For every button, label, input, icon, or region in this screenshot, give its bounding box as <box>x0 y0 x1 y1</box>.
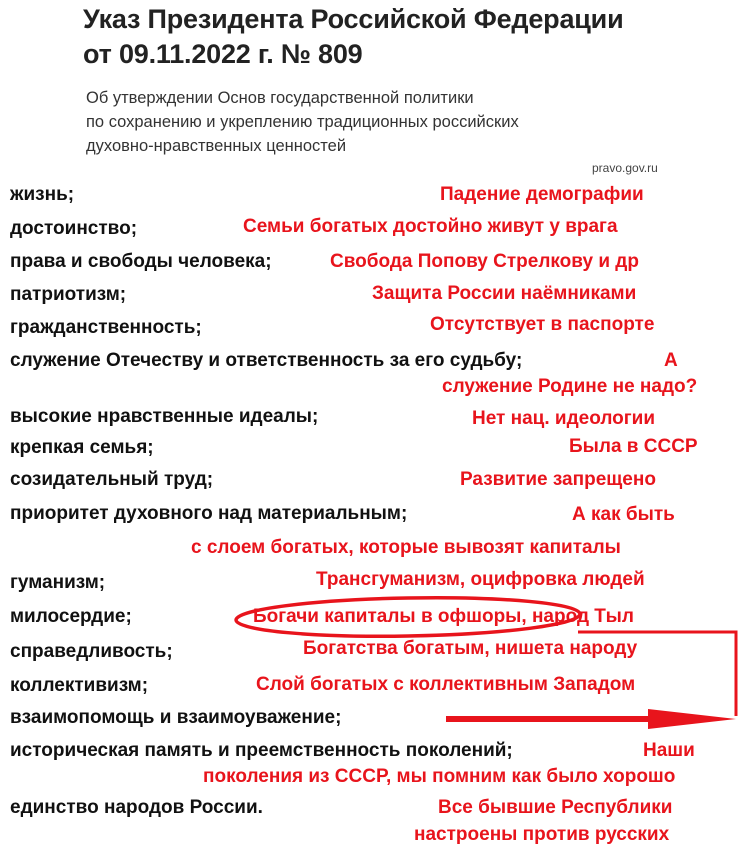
value-item: коллективизм; <box>10 675 149 696</box>
value-item: приоритет духовного над материальным; <box>10 503 408 524</box>
annotation: Свобода Попову Стрелкову и др <box>330 251 639 272</box>
annotation: Защита России наёмниками <box>372 283 637 304</box>
arrow-head-icon <box>648 709 736 729</box>
document-subtitle <box>86 86 646 158</box>
value-item: гражданственность; <box>10 317 202 338</box>
value-item: патриотизм; <box>10 284 127 305</box>
annotation: служение Родине не надо? <box>442 376 698 397</box>
annotation: Богачи капиталы в офшоры, народ Тыл <box>253 606 634 627</box>
value-item: жизнь; <box>10 184 75 205</box>
source-label: pravo.gov.ru <box>592 161 658 175</box>
value-item: милосердие; <box>10 606 132 627</box>
value-item: права и свободы человека; <box>10 251 272 272</box>
value-item: единство народов России. <box>10 797 263 818</box>
title-line: Указ Президента Российской Федерации <box>83 4 624 34</box>
annotation: Нет нац. идеологии <box>472 408 656 429</box>
value-item: гуманизм; <box>10 572 106 593</box>
annotation: Семьи богатых достойно живут у врага <box>243 216 618 237</box>
annotation: Падение демографии <box>440 184 644 205</box>
annotation: Слой богатых с коллективным Западом <box>256 674 636 695</box>
title-line: от 09.11.2022 г. № 809 <box>83 39 363 69</box>
value-item: взаимопомощь и взаимоуважение; <box>10 707 342 728</box>
subtitle-line: Об утверждении Основ государственной политики <box>86 89 474 107</box>
value-item: достоинство; <box>10 218 138 239</box>
value-item: служение Отечеству и ответственность за его судьбу; <box>10 350 523 371</box>
annotation: Все бывшие Республики <box>438 797 673 818</box>
value-item: крепкая семья; <box>10 437 154 458</box>
annotation: поколения из СССР, мы помним как было хорошо <box>203 766 676 787</box>
annotation: Развитие запрещено <box>460 469 656 490</box>
annotation: Была в СССР <box>569 436 698 457</box>
annotation: Богатства богатым, нишета народу <box>303 638 638 659</box>
value-item: высокие нравственные идеалы; <box>10 406 319 427</box>
annotation: с слоем богатых, которые вывозят капиталы <box>191 537 621 558</box>
annotation: Трансгуманизм, оцифровка людей <box>316 569 645 590</box>
annotation: А как быть <box>572 504 675 525</box>
annotation: Наши <box>643 740 695 761</box>
subtitle-line: по сохранению и укреплению традиционных российских <box>86 113 519 131</box>
annotation: настроены против русских <box>414 824 670 845</box>
subtitle-line: духовно-нравственных ценностей <box>86 137 347 155</box>
value-item: созидательный труд; <box>10 469 214 490</box>
annotation: А <box>664 350 678 371</box>
value-item: историческая память и преемственность поколений; <box>10 740 513 761</box>
document-title <box>83 2 683 72</box>
value-item: справедливость; <box>10 641 173 662</box>
annotation: Отсутствует в паспорте <box>430 314 655 335</box>
